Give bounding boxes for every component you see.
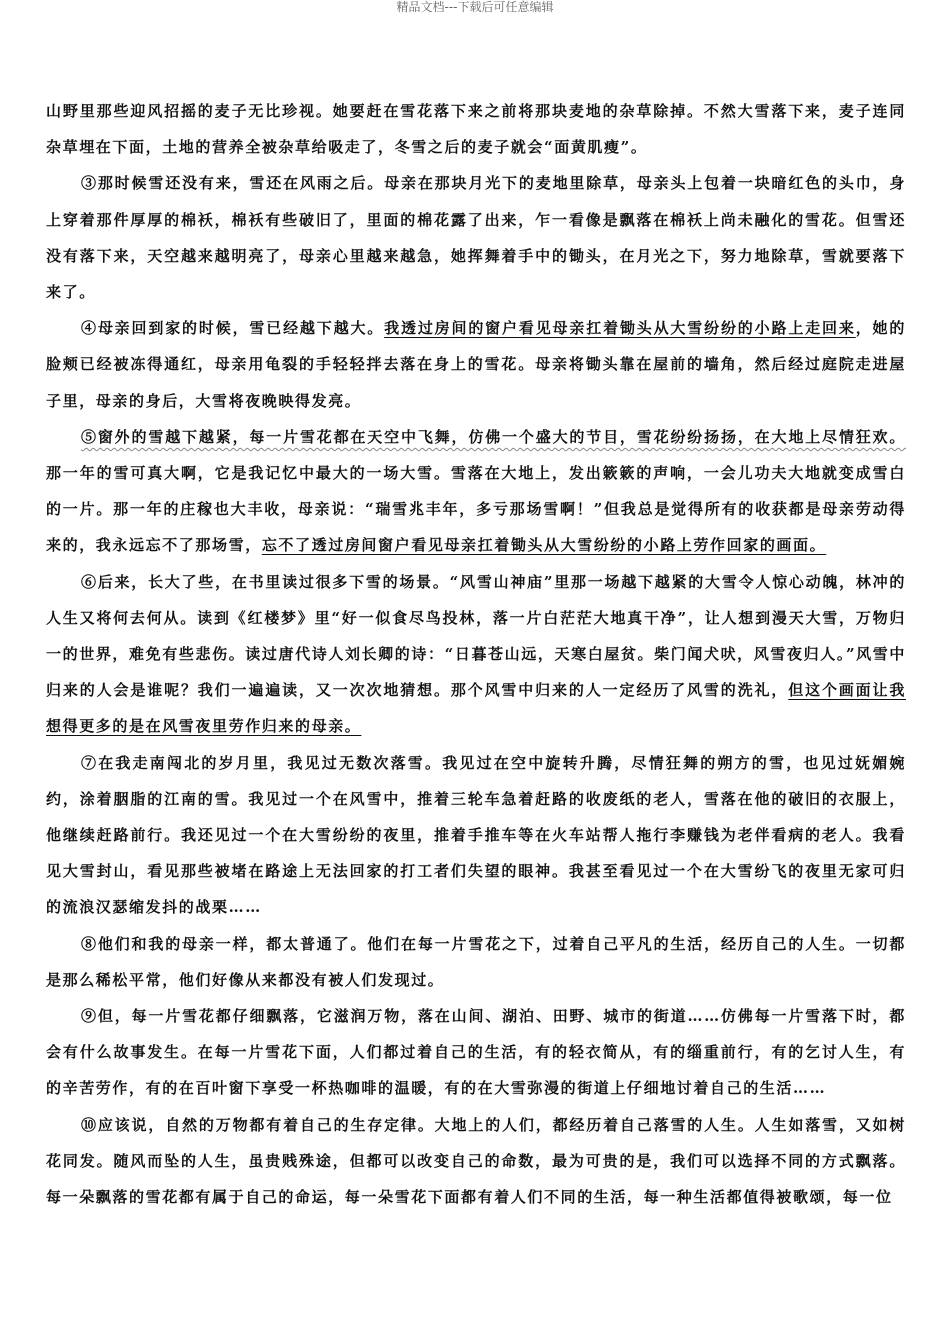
paragraph-text: ⑩应该说，自然的万物都有着自己的生存定律。大地上的人们，都经历着自己落雪的人生。人生如落雪，又如树花同发。随风而坠的人生，虽贵贱殊途，但都可以改变自己的命数，最为可贵的是，我们可以选择不同的方式飘落。每一朵飘落的雪花都有属于自己的命运，每一朵雪花下面都有着人们不同的生活，每一种生活都值得被歌颂，每一位 bbox=[46, 1115, 906, 1207]
paragraph-9 bbox=[46, 998, 906, 1107]
paragraph-text: ⑥后来，长大了些，在书里读过很多下雪的场景。“风雪山神庙”里那一场越下越紧的大雪令人惊心动魄，林冲的人生又将何去何从。读到《红楼梦》里“好一似食尽鸟投林，落一片白茫茫大地真干净”，让人想到漫天大雪，万物归一的世界，难免有些悲伤。读过唐代诗人刘长卿的诗：“日暮苍山远，天寒白屋贫。柴门闻犬吠，风雪夜归人。”风雪中归来的人会是谁呢？我们一遍遍读，又一次次地猜想。那个风雪中归来的人一定经历了风雪的洗礼， bbox=[46, 572, 906, 700]
paragraph-3 bbox=[46, 165, 906, 310]
paragraph-text: ③那时候雪还没有来，雪还在风雨之后。母亲在那块月光下的麦地里除草，母亲头上包着一块暗红色的头巾，身上穿着那件厚厚的棉袄，棉袄有些破旧了，里面的棉花露了出来，乍一看像是飘落在棉袄上尚未融化的雪花。但雪还没有落下来，天空越来越明亮了，母亲心里越来越急，她挥舞着手中的锄头，在月光之下，努力地除草，雪就要落下来了。 bbox=[46, 174, 906, 302]
page-header: 精品文档---下载后可任意编辑 bbox=[396, 0, 554, 14]
paragraph-6 bbox=[46, 564, 906, 745]
paragraph-text: ④母亲回到家的时候，雪已经越下越大。 bbox=[81, 319, 385, 338]
paragraph-text: 那一年的雪可真大啊，它是我记忆中最大的一场大雪。雪落在大地上，发出簌簌的声响，一会儿功夫大地就变成雪白的一片。那一年的庄稼也大丰收，母亲说：“瑞雪兆丰年，多亏那场雪啊！”但我总是觉得所有的收获都是母亲劳动得来的，我永远忘不了那场雪， bbox=[46, 464, 906, 555]
paragraph-text: ⑦在我走南闯北的岁月里，我见过无数次落雪。我见过在空中旋转升腾，尽情狂舞的朔方的雪，也见过妩媚婉约，涂着胭脂的江南的雪。我见过一个在风雪中，推着三轮车急着赶路的收废纸的老人，雪落在他的破旧的衣服上，他继续赶路前行。我还见过一个在大雪纷纷的夜里，推着手推车等在火车站帮人拖行李赚钱为老伴看病的老人。我看见大雪封山，看见那些被堵在路途上无法回家的打工者们失望的眼神。我甚至看见过一个在大雪纷飞的夜里无家可归的流浪汉瑟缩发抖的战栗…… bbox=[46, 753, 906, 917]
paragraph-5 bbox=[46, 419, 906, 564]
paragraph-8 bbox=[46, 926, 906, 998]
paragraph-4 bbox=[46, 310, 906, 419]
paragraph-text: ，她的脸颊已经被冻得通红，母亲用龟裂的手轻轻拌去落在身上的雪花。母亲将锄头靠在屋前的墙角，然后经过庭院走进屋子里，母亲的身后，大雪将夜晚映得发亮。 bbox=[46, 319, 906, 410]
paragraph-text: 山野里那些迎风招摇的麦子无比珍视。她要赶在雪花落下来之前将那块麦地的杂草除掉。不然大雪落下来，麦子连同杂草埋在下面，土地的营养全被杂草给吸走了，冬雪之后的麦子就会“面黄肌瘦”。 bbox=[46, 102, 906, 157]
article-body bbox=[46, 93, 906, 1215]
wavy-underlined-sentence: ⑤窗外的雪越下越紧，每一片雪花都在天空中飞舞，仿佛一个盛大的节目，雪花纷纷扬扬，在大地上尽情狂欢。 bbox=[81, 427, 906, 446]
paragraph-intro bbox=[46, 93, 906, 165]
paragraph-text: ⑨但，每一片雪花都仔细飘落，它滋润万物，落在山间、湖泊、田野、城市的街道……仿佛每一片雪落下时，都会有什么故事发生。在每一片雪花下面，人们都过着自己的生活，有的轻衣简从，有的缁重前行，有的乞讨人生，有的辛苦劳作，有的在百叶窗下享受一杯热咖啡的温暖，有的在大雪弥漫的街道上仔细地讨着自己的生活…… bbox=[46, 1007, 906, 1098]
underlined-sentence: 但这个画面让我想得更多的是在风雪夜里劳作归来的母亲。 bbox=[46, 681, 907, 736]
underlined-sentence: 忘不了透过房间窗户看见母亲扛着锄头从大雪纷纷的小路上劳作回家的画面。 bbox=[261, 536, 827, 555]
paragraph-7 bbox=[46, 745, 906, 926]
underlined-sentence: 我透过房间的窗户看见母亲扛着锄头从大雪纷纷的小路上走回来 bbox=[384, 319, 856, 338]
paragraph-10 bbox=[46, 1107, 906, 1216]
paragraph-text: ⑧他们和我的母亲一样，都太普通了。他们在每一片雪花之下，过着自己平凡的生活，经历自己的人生。一切都是那么稀松平常，他们好像从来都没有被人们发现过。 bbox=[46, 934, 906, 989]
